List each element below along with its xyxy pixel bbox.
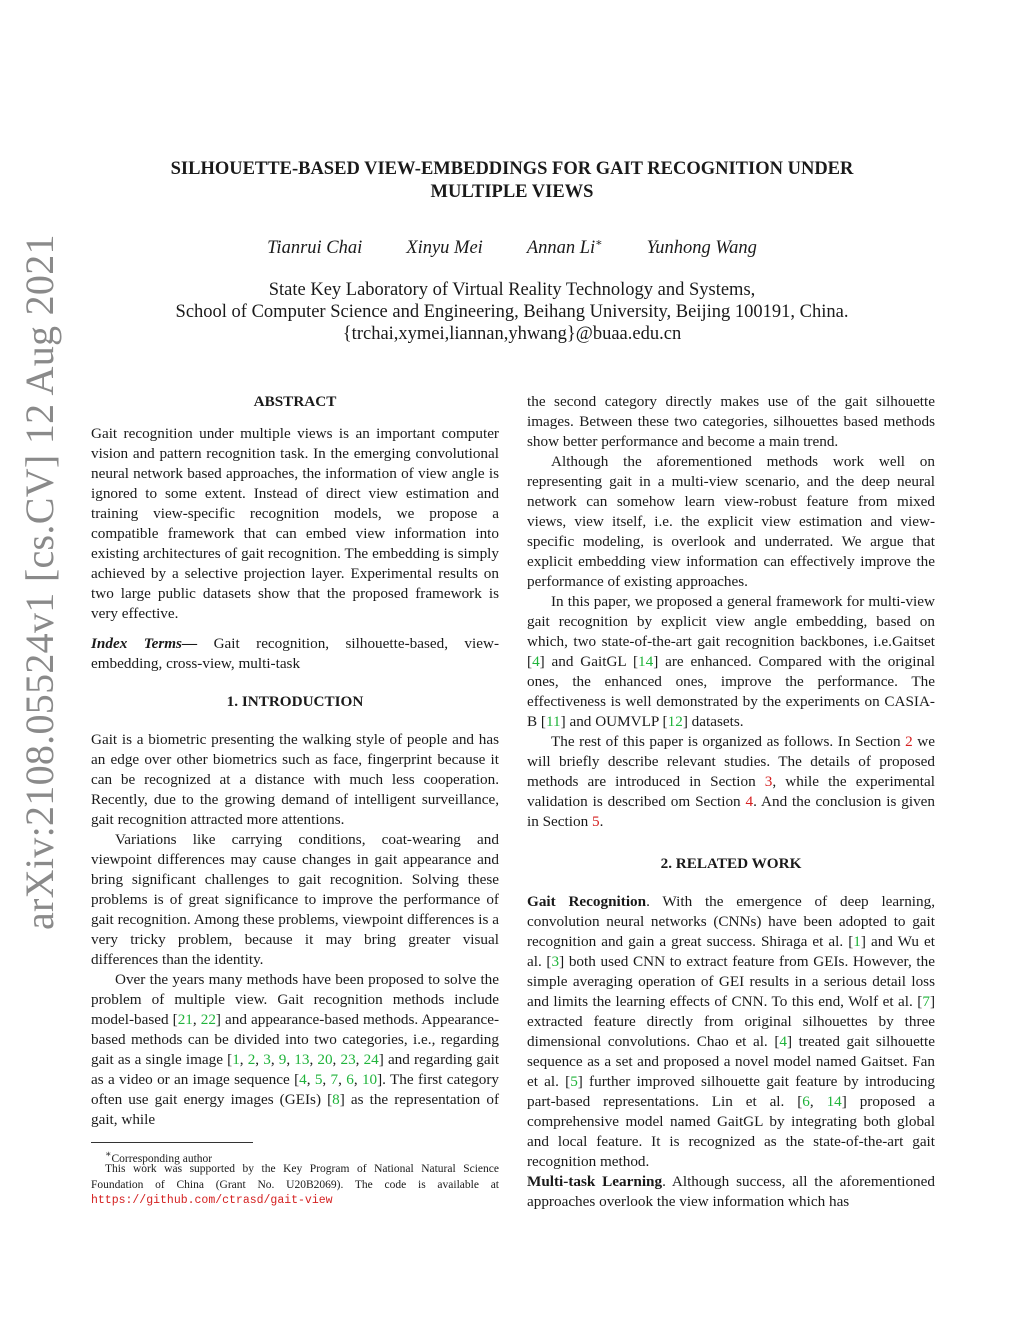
citation-link[interactable]: 12 xyxy=(667,713,683,730)
citation-link[interactable]: 7 xyxy=(330,1071,339,1088)
intro-paragraph-2: Variations like carrying conditions, coat-wearing and viewpoint differences may cause changes in gait appearance and bring significant challenges to gait recognition. Solving these problems is of great significance to improve the performance of gait recognition. Among these problems, viewpoint differences is a very tricky problem, because it may bring greater visual differences than the identity. xyxy=(91,831,499,968)
citation-link[interactable]: 1 xyxy=(232,1051,240,1068)
citation-link[interactable]: 22 xyxy=(200,1011,216,1028)
code-repository-link[interactable]: https://github.com/ctrasd/gait-view xyxy=(91,1194,333,1207)
text-run: . xyxy=(599,813,604,830)
text-run: we will briefly describe relevant studies. The details of proposed methods are introduced in Section xyxy=(527,733,936,790)
related-multitask-learning xyxy=(527,1172,935,1212)
text-run: The rest of this paper is organized as follows. In Section xyxy=(551,733,906,750)
citation-link[interactable]: 5 xyxy=(570,1073,578,1090)
author-1: Tianrui Chai xyxy=(267,238,363,259)
corresponding-mark: ∗ xyxy=(595,237,603,249)
text-run: . And the conclusion is given in Section xyxy=(527,793,935,830)
affiliation-line-1: State Key Laboratory of Virtual Reality Technology and Systems, xyxy=(268,280,756,300)
citation-link[interactable]: 4 xyxy=(532,653,540,670)
text-run: , xyxy=(192,1011,201,1028)
text-run: ] and OUMVLP [ xyxy=(560,713,668,730)
intro-paragraph-1: Gait is a biometric presenting the walking style of people and has an edge over other biometrics such as face, fingerprint because it can be recognized at a distance with much less cooperation. Recently, due to the growing demand of intelligent surveillance, gait recognition attracted more attentions. xyxy=(91,731,499,828)
section-link[interactable]: 5 xyxy=(591,813,600,830)
text-run: ] proposed a comprehensive model named GaitGL by integrating both global and local feature. It is recognized as the state-of-the-art gait recognition method. xyxy=(527,1093,935,1170)
text-run: ] and Wu et al. [ xyxy=(527,933,935,970)
text-run: ] as the representation of gait, while xyxy=(91,1091,499,1128)
author-list xyxy=(112,231,912,260)
text-run: Over the years many methods have been proposed to solve the problem of multiple view. Gait recognition methods include model-based [ xyxy=(91,971,499,1028)
text-run: . With the emergence of deep learning, convolution neural networks (CNNs) have been adopted to gait recognition and gain a great success. Shiraga et al. [ xyxy=(527,893,935,950)
citation-link[interactable]: 9 xyxy=(278,1051,287,1068)
multitask-learning-label: Multi-task Learning xyxy=(527,1173,663,1190)
citation-link[interactable]: 20 xyxy=(317,1051,333,1068)
text-run: ] further improved silhouette gait feature by introducing part-based representations. Lin et al. [ xyxy=(527,1073,935,1110)
text-run: ] and regarding gait as a video or an image sequence [ xyxy=(91,1051,500,1088)
footnote-funding-text: This work was supported by the Key Program of National Natural Science Foundation of China (Grant No. U20B2069). The code is available at xyxy=(91,1163,499,1191)
text-run: , while the experimental validation is described om Section xyxy=(527,773,935,810)
text-run: ] are enhanced. Compared with the original ones, the enhanced ones, improve the performance. The effectiveness is well demonstrated by the experiments on CASIA-B [ xyxy=(527,653,935,730)
footnote-divider xyxy=(91,1142,253,1143)
paper-title xyxy=(112,158,912,204)
related-work-heading: 2. RELATED WORK xyxy=(660,855,802,872)
intro-paragraph-6 xyxy=(527,732,935,832)
gait-recognition-label: Gait Recognition xyxy=(527,893,647,910)
citation-link[interactable]: 13 xyxy=(294,1051,310,1068)
author-3-name: Annan Li xyxy=(526,238,596,259)
text-run: ] both used CNN to extract feature from GEIs. However, the simple averaging operation of GEI results in a serious detail loss and limits the learning effects of CNN. To this end, Wolf et al. [ xyxy=(527,953,935,1010)
author-emails: {trchai,xymei,liannan,yhwang}@buaa.edu.cn xyxy=(342,324,682,344)
footnote-corresponding-text: Corresponding author xyxy=(111,1152,213,1165)
arxiv-identifier: arXiv:2108.05524v1 [cs.CV] 12 Aug 2021 xyxy=(17,234,62,930)
section-link[interactable]: 2 xyxy=(905,733,913,750)
related-gait-recognition: Gait Recognition. With the emergence of deep learning, convolution neural networks (CNNs) have been adopted to gait recognition and gain a great success. Shiraga et al. [1] and Wu et al. [3] both used CNN to extract feature from GEIs. However, the simple averaging operation of GEI results in a serious detail loss and limits the learning effects of CNN. To this end, Wolf et al. [7] extracted feature directly from original silhouettes by three dimensional convolutions. Chao et al. [4] treated gait silhouette sequence as a set and proposed a novel model named Gaitset. Fan et al. [5] further improved silhouette gait feature by introducing part-based representations. Lin et al. [6, 14] proposed a comprehensive model named GaitGL by integrating both global and local feature. It is recognized as the state-of-the-art gait recognition method. xyxy=(527,893,935,1170)
citation-link[interactable]: 23 xyxy=(340,1051,356,1068)
title-line-2: MULTIPLE VIEWS xyxy=(430,182,594,202)
citation-link[interactable]: 8 xyxy=(332,1091,340,1108)
intro-heading: 1. INTRODUCTION xyxy=(226,693,364,710)
citation-link[interactable]: 2 xyxy=(247,1051,256,1068)
intro-paragraph-3-continued: the second category directly makes use of the gait silhouette images. Between these two categories, silhouettes based methods show better performance and become a main trend. xyxy=(527,393,935,450)
intro-paragraph-4: Although the aforementioned methods work well on representing gait in a multi-view scenario, and the deep neural network can somehow learn view-robust feature from mixed views, view itself, i.e. the explicit view estimation and view-specific modeling, is overlook and underrated. We argue that explicit embedding view information can effectively improve the performance of existing approaches. xyxy=(527,453,935,590)
affiliation-line-2: School of Computer Science and Engineering, Beihang University, Beijing 100191, China. xyxy=(175,302,849,322)
citation-link[interactable]: 21 xyxy=(177,1011,193,1028)
text-run: ] and appearance-based methods. Appearance-based methods can be divided into two categories, i.e., regarding gait as a single image [ xyxy=(91,1011,499,1068)
right-column xyxy=(527,392,935,1212)
text-run: In this paper, we proposed a general framework for multi-view gait recognition by explicit view angle embedding, based on which, two state-of-the-art gait recognition backbones, i.e.Gaitset [ xyxy=(527,593,935,670)
citation-link[interactable]: 7 xyxy=(922,993,930,1010)
citation-link[interactable]: 10 xyxy=(361,1071,378,1088)
affiliation xyxy=(112,279,912,345)
citation-link[interactable]: 6 xyxy=(802,1093,810,1110)
text-run: ] treated gait silhouette sequence as a set and proposed a novel model named Gaitset. Fan et al. [ xyxy=(527,1033,935,1090)
citation-link[interactable]: 3 xyxy=(263,1051,271,1068)
title-line-1: SILHOUETTE-BASED VIEW-EMBEDDINGS FOR GAIT RECOGNITION UNDER xyxy=(170,159,854,179)
index-terms xyxy=(91,634,499,674)
intro-paragraph-5 xyxy=(527,592,935,732)
index-terms-text: Gait recognition, silhouette-based, view-embedding, cross-view, multi-task xyxy=(91,635,499,672)
footnote-mark-symbol: ∗ xyxy=(105,1149,112,1160)
text-run: . Although success, all the aforementioned approaches overlook the view information which has xyxy=(527,1173,935,1210)
section-link[interactable]: 3 xyxy=(764,773,773,790)
author-3 xyxy=(527,231,603,260)
index-terms-label: Index Terms— xyxy=(91,635,198,652)
citation-link[interactable]: 14 xyxy=(826,1093,842,1110)
intro-paragraph-3: Over the years many methods have been proposed to solve the problem of multiple view. Gait recognition methods include model-based [21, 22] and appearance-based methods. Appearance-based methods can be divided into two categories, i.e., regarding gait as a single image [1, 2, 3, 9, 13, 20, 23, 24] and regarding gait as a video or an image sequence [4, 5, 7, 6, 10]. The first category often use gait energy images (GEIs) [8] as the representation of gait, while xyxy=(91,971,500,1128)
left-column xyxy=(91,392,499,1130)
abstract-heading: ABSTRACT xyxy=(253,393,337,410)
citation-link[interactable]: 4 xyxy=(299,1071,307,1088)
abstract-text: Gait recognition under multiple views is an important computer vision and pattern recognition task. In the emerging convolutional neural network based approaches, the information of view angle is ignored to some extent. Instead of direct view estimation and training view-specific recognition models, we propose a compatible framework that can embed view information into existing architectures of gait recognition. The embedding is simply achieved by a selective projection layer. Experimental results on two large public datasets show that the proposed framework is very effective. xyxy=(91,425,499,622)
text-run: ] extracted feature directly from original silhouettes by three dimensional convolutions. Chao et al. [ xyxy=(527,993,935,1050)
text-run: ] and GaitGL [ xyxy=(539,653,639,670)
citation-link[interactable]: 24 xyxy=(363,1051,379,1068)
text-run: ]. The first category often use gait energy images (GEIs) [ xyxy=(91,1071,499,1108)
citation-link[interactable]: 3 xyxy=(551,953,560,970)
citation-link[interactable]: 11 xyxy=(545,713,561,730)
citation-link[interactable]: 5 xyxy=(314,1071,323,1088)
citation-link[interactable]: 4 xyxy=(779,1033,787,1050)
author-2: Xinyu Mei xyxy=(406,238,483,259)
citation-link[interactable]: 1 xyxy=(853,933,861,950)
section-link[interactable]: 4 xyxy=(745,793,754,810)
citation-link[interactable]: 14 xyxy=(638,653,654,670)
citation-link[interactable]: 6 xyxy=(346,1071,354,1088)
footnote-funding xyxy=(91,1162,499,1209)
text-run: ] datasets. xyxy=(682,713,744,730)
author-4: Yunhong Wang xyxy=(646,238,757,259)
